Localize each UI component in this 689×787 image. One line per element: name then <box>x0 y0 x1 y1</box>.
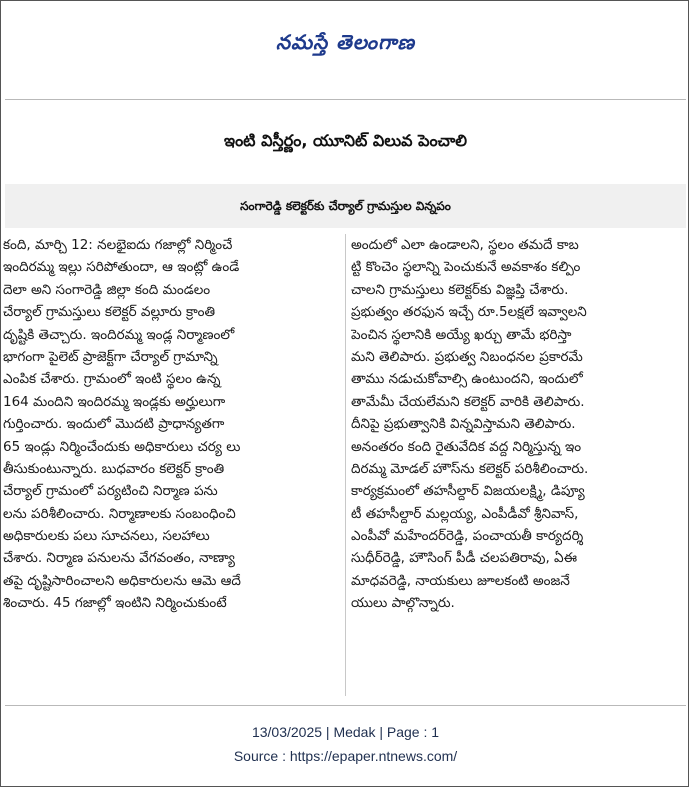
article-line: టీ తహసీల్దార్ మల్లయ్య, ఎంపీడీవో శ్రీనివాస్, <box>351 505 579 522</box>
article-line: కంది, మార్చి 12: నలభైఐదు గజాల్లో నిర్మించే <box>3 237 233 253</box>
article-line: 164 మందిని ఇందిరమ్మ ఇండ్లకు అర్హులుగా <box>3 393 226 410</box>
article-line: చేర్యాల్ గ్రామంలో పర్యటించి నిర్మాణ పను <box>3 483 218 500</box>
article-line: దిరమ్మ మోడల్ హౌస్‌ను కలెక్టర్ పరిశీలించారు. <box>351 460 589 477</box>
article-line: చేర్యాల్ గ్రామస్తులు కలెక్టర్ వల్లూరు క్రాంతి <box>3 304 216 321</box>
article-subheadline: సంగారెడ్డి కలెక్టర్‌కు చేర్యాల్ గ్రామస్తుల విన్నపం <box>240 199 451 213</box>
publication-info: 13/03/2025 | Medak | Page : 1 <box>251 724 440 740</box>
subheadline-banner <box>5 184 686 228</box>
article-line: శించారు. 45 గజాల్లో ఇంటిని నిర్మించుకుంటే <box>3 595 227 612</box>
article-line: పెంచిన స్థలానికి అయ్యే ఖర్చు తామే భరిస్తా <box>351 326 572 343</box>
article-body <box>3 234 687 696</box>
newspaper-logo: నమస్తే తెలంగాణ <box>275 30 416 54</box>
article-line: ట్టి కొంచెం స్థలాన్ని పెంచుకునే అవకాశం కల్పిం <box>351 259 581 276</box>
article-line: చాలని గ్రామస్తులు కలెక్టర్‌కు విజ్ఞప్తి చేశారు. <box>351 281 569 298</box>
article-line: దెలా అని సంగారెడ్డి జిల్లా కంది మండలం <box>3 281 211 298</box>
left-column <box>3 234 339 615</box>
column-divider <box>345 234 346 696</box>
article-line: 65 ఇండ్లు నిర్మించేందుకు అధికారులు చర్య లు <box>3 438 241 455</box>
bottom-divider <box>5 705 686 706</box>
right-column <box>351 234 687 615</box>
article-line: భాగంగా పైలెట్ ప్రాజెక్ట్‌గా చేర్యాల్ గ్రామాన్ని <box>3 348 218 365</box>
article-line: అధికారులకు పలు సూచనలు, సలహాలు <box>3 528 210 545</box>
top-divider <box>5 99 686 100</box>
article-line: ప్రభుత్వం తరఫున ఇచ్చే రూ.5లక్షలే ఇవ్వాలని <box>351 304 587 321</box>
article-line: తీసుకుంటున్నారు. బుధవారం కలెక్టర్ క్రాంతి <box>3 460 225 477</box>
article-line: ఎంపీవో మహేందర్‌రెడ్డి, పంచాయతీ కార్యదర్శి <box>351 528 584 545</box>
article-line: సుధీర్‌రెడ్డి, హౌసింగ్ పీడీ చలపతిరావు, ఏఈ <box>351 550 578 567</box>
article-line: దీనిపై ప్రభుత్వానికి విన్నవిస్తామని తెలిపారు. <box>351 416 576 433</box>
article-headline: ఇంటి విస్తీర్ణం, యూనిట్ విలువ పెంచాలి <box>224 131 467 150</box>
article-line: అనంతరం కంది రైతువేదిక వద్ద నిర్మిస్తున్న ఇం <box>351 438 582 455</box>
article-line: చేశారు. నిర్మాణ పనులను వేగవంతం, నాణ్యా <box>3 550 235 567</box>
article-line: మాధవరెడ్డి, నాయకులు జూలకంటి అంజనే <box>351 572 570 589</box>
article-line: దృష్టికి తెచ్చారు. ఇందిరమ్మ ఇండ్ల నిర్మాణంలో <box>3 326 235 343</box>
article-line: తామేమీ చేయలేమని కలెక్టర్ వారికి తెలిపారు. <box>351 393 585 410</box>
article-line: తపై దృష్టిసారించాలని అధికారులను ఆమె ఆదే <box>3 572 241 589</box>
article-line: కార్యక్రమంలో తహసీల్దార్ విజయలక్ష్మి, డిప్యూ <box>351 483 585 500</box>
article-line: తాము నడుచుకోవాల్సి ఉంటుందని, ఇందులో <box>351 371 583 388</box>
article-line: అందులో ఎలా ఉండాలని, స్థలం తమదే కాబ <box>351 237 579 253</box>
source-link[interactable]: Source : https://epaper.ntnews.com/ <box>233 748 458 764</box>
article-line: మని తెలిపారు. ప్రభుత్వ నిబంధనల ప్రకారమే <box>351 348 583 365</box>
article-line: లను పరిశీలించారు. నిర్మాణాలకు సంబంధించి <box>3 505 236 522</box>
article-line: యులు పాల్గొన్నారు. <box>351 595 455 612</box>
article-line: ఎంపిక చేశారు. గ్రామంలో ఇంటి స్థలం ఉన్న <box>3 371 221 388</box>
article-line: గుర్తించారు. ఇందులో మొదటి ప్రాధాన్యతగా <box>3 416 225 433</box>
article-line: ఇందిరమ్మ ఇల్లు సరిపోతుందా, ఆ ఇంట్లో ఉండే <box>3 259 240 276</box>
